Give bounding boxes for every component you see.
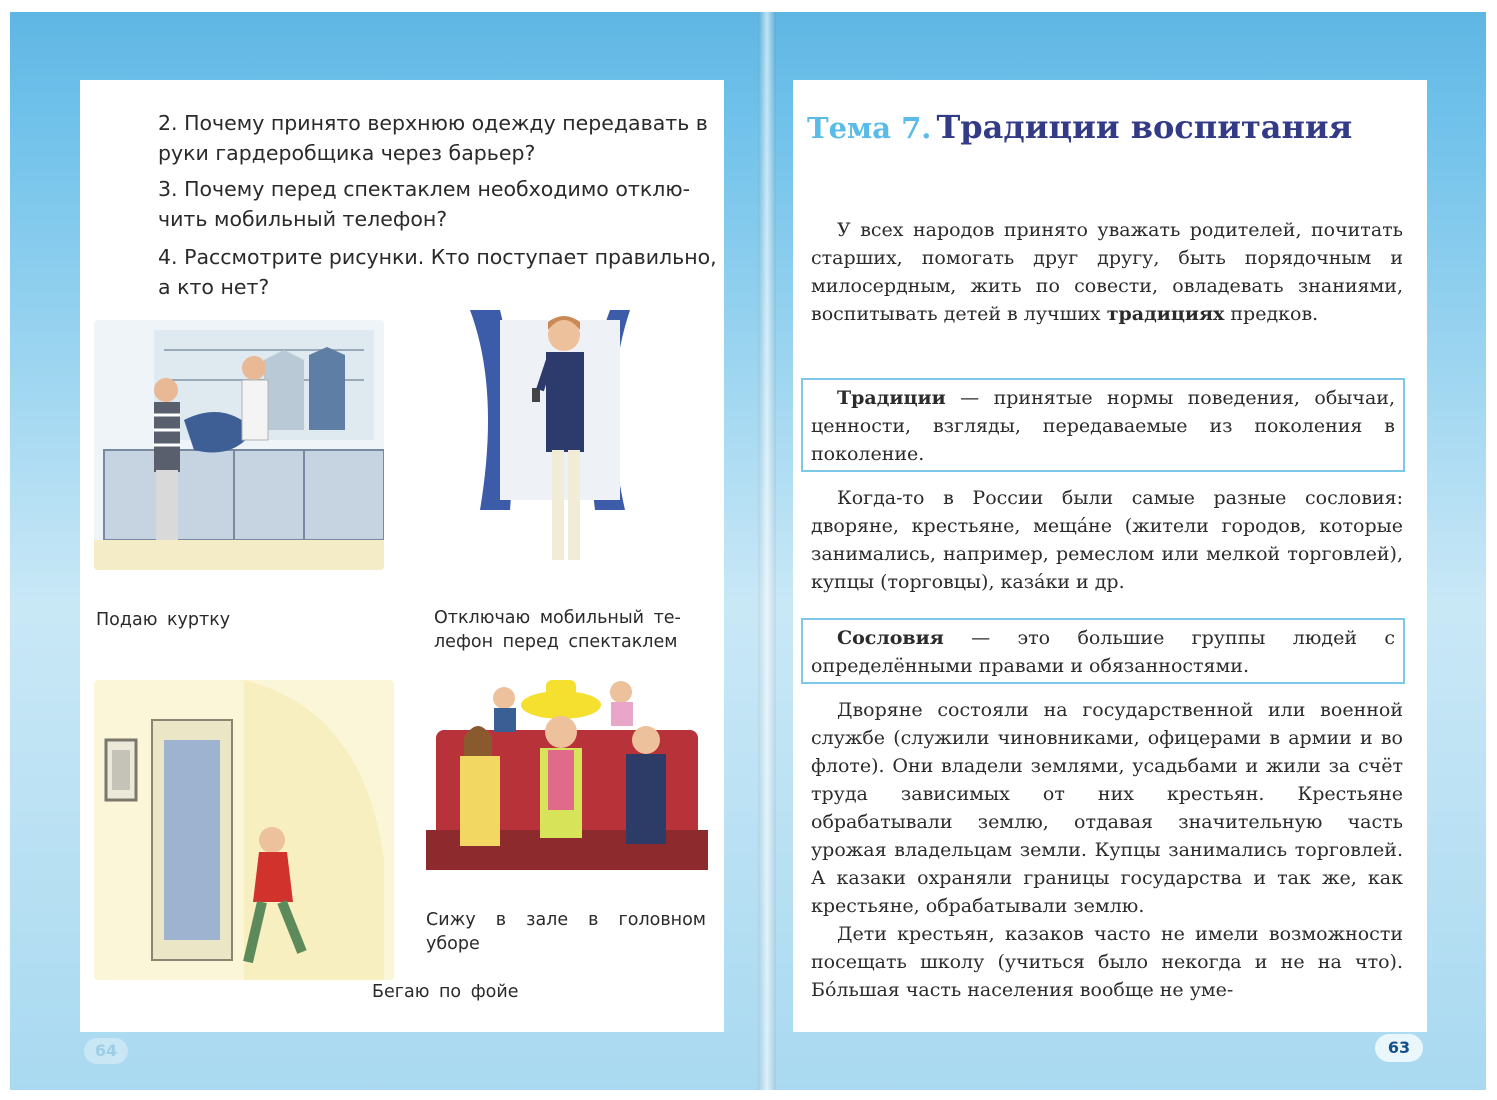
phone-illustration <box>440 300 690 580</box>
hall-hat-illustration <box>426 680 708 890</box>
definition-box-estates <box>801 618 1405 684</box>
question-4: 4. Рассмотрите рисунки. Кто поступает правильно, а кто нет? <box>158 245 717 299</box>
topic-name: Традиции воспитания <box>936 108 1353 146</box>
book-gutter <box>758 12 776 1090</box>
foyer-illustration <box>94 680 394 980</box>
caption-jacket: Подаю куртку <box>96 610 231 630</box>
estates-paragraph: Когда-то в России были самые разные сословия: дворяне, крестьяне, мещáне (жители городов, которые занимались, например, ремеслом или мелкой торговлей), купцы (торговцы), казáки и др. <box>811 487 1403 593</box>
right-page-number: 63 <box>1375 1034 1423 1062</box>
children-paragraph: Дети крестьян, казаков часто не имели возможности посещать школу (учиться было некогда и не на что). Бóльшая часть населения вообще не уме- <box>811 923 1403 1001</box>
topic-title <box>807 108 1352 146</box>
def2-term: Сословия <box>837 627 944 649</box>
caption-hat: Сижу в зале в головном уборе <box>426 910 706 954</box>
def1-term: Традиции <box>837 387 946 409</box>
question-2: 2. Почему принято верхнюю одежду передавать в руки гардеробщика через барьер? <box>158 111 708 165</box>
question-3: 3. Почему перед спектаклем необходимо отклю-чить мобильный телефон? <box>158 177 690 231</box>
right-page <box>793 80 1427 1032</box>
caption-run: Бегаю по фойе <box>372 982 519 1002</box>
topic-number: Тема 7. <box>807 111 932 145</box>
intro-text: У всех народов принято уважать родителей, почитать старших, помогать друг другу, быть порядочным и милосердным, жить по совести, овладевать знаниями, воспитывать детей в лучших <box>811 219 1403 325</box>
left-page-number: 64 <box>84 1038 128 1064</box>
intro-paragraph <box>811 216 1403 328</box>
definition-box-traditions <box>801 378 1405 472</box>
intro-bold-term: традициях <box>1106 303 1225 325</box>
left-page <box>80 80 724 1032</box>
nobles-paragraph: Дворяне состояли на государственной или военной службе (служили чиновниками, офицерами в армии и во флоте). Они владели землями, усадьбами и жили за счёт труда зависимых от них крестьян. Крестьяне обрабатывали землю, отдавая значительную часть урожая владельцам земли. Купцы занимались торговлей. А казаки охраняли границы государства и так же, как крестьяне, обрабатывали землю. <box>811 699 1403 917</box>
def2-text: — это большие группы людей с определёнными правами и обязанностями. <box>811 627 1395 677</box>
def1-text: — принятые нормы поведения, обычаи, ценности, взгляды, передаваемые из поколения в поколение. <box>811 387 1395 465</box>
cloakroom-illustration <box>94 320 384 570</box>
intro-end: предков. <box>1224 303 1319 325</box>
caption-phone: Отключаю мобильный те-лефон перед спектаклем <box>434 608 681 652</box>
